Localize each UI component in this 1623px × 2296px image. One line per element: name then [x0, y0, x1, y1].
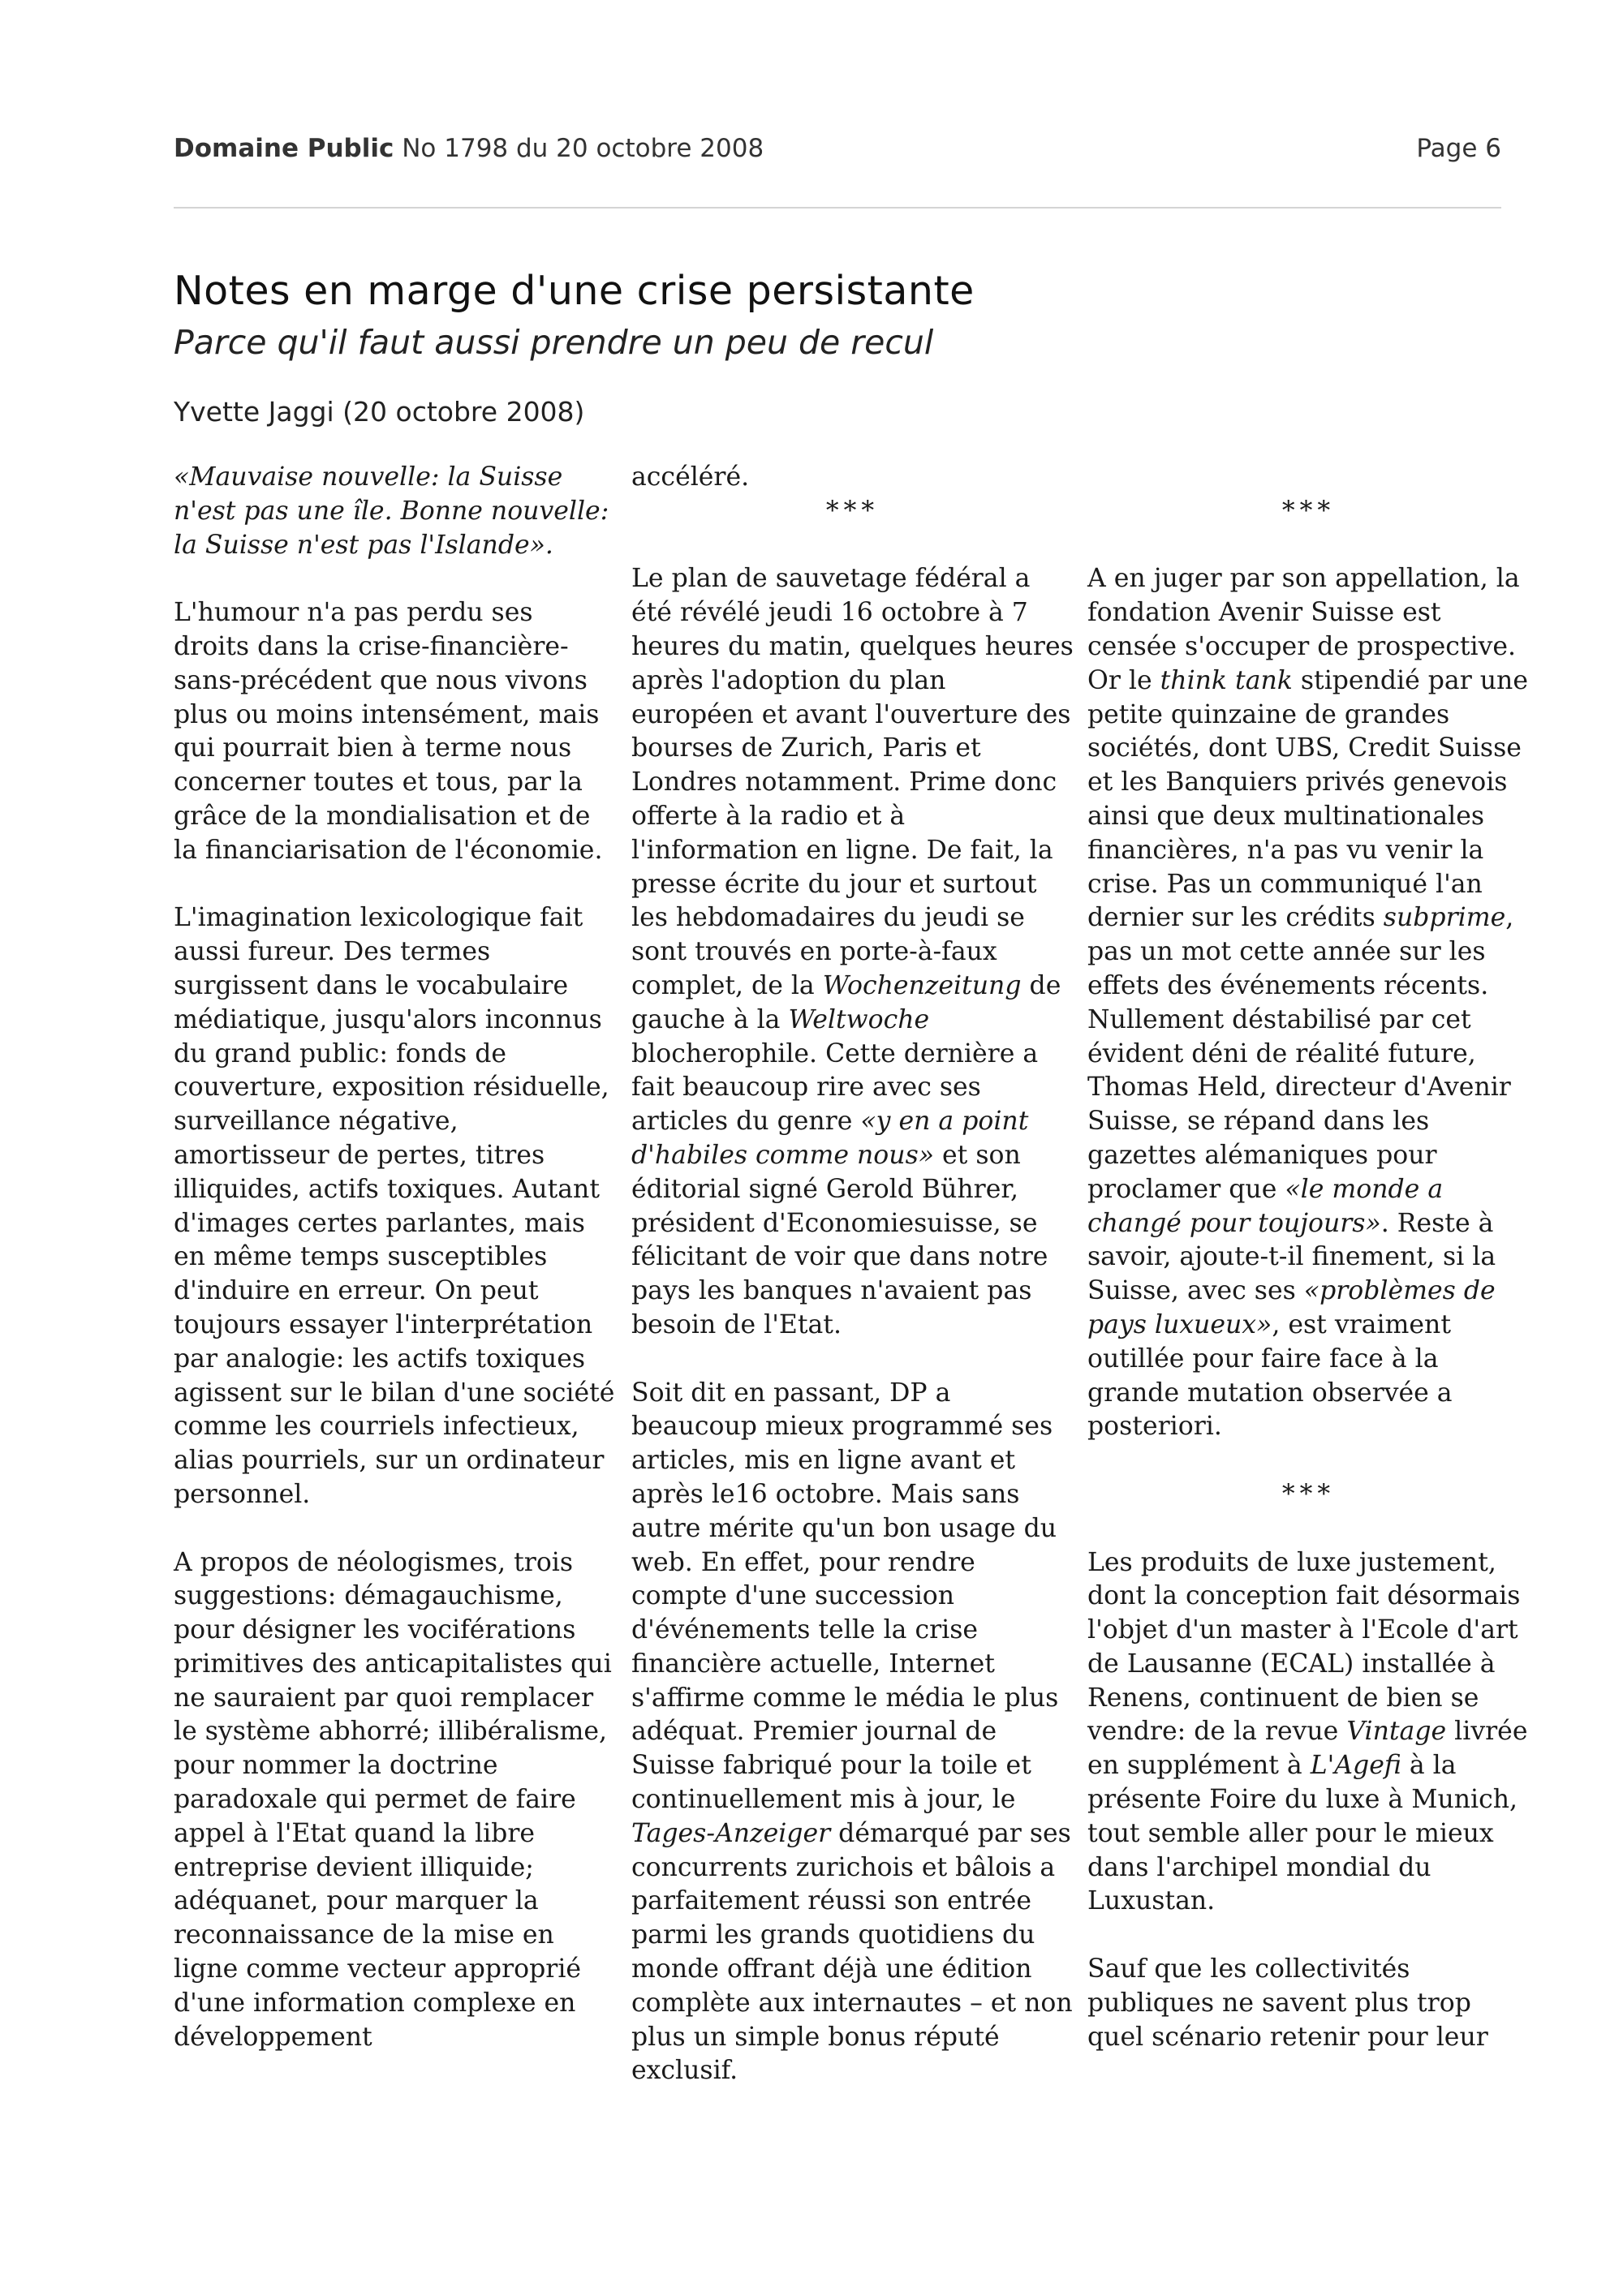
text-column-1	[174, 461, 616, 2088]
paragraph: accéléré.	[631, 462, 750, 492]
text-column-2	[631, 461, 1074, 2122]
article-title: Notes en marge d'une crise persistante	[174, 268, 975, 314]
paragraph: Sauf que les collectivités publiques ne savent plus trop quel scénario retenir pour leur	[1087, 1954, 1488, 2052]
column-spacer	[1087, 461, 1530, 495]
header-divider	[174, 207, 1501, 209]
article-subtitle: Parce qu'il faut aussi prendre un peu de recul	[174, 323, 934, 362]
paragraph: Soit dit en passant, DP a beaucoup mieux programmé ses articles, mis en ligne avant et après le16 octobre. Mais sans autre mérite qu'un bon usage du web. En effet, pour rendre compte d'une succession d'événements telle la crise financière actuelle, Internet s'affirme comme le média le plus adéquat. Premier journal de Suisse fabriqué pour la toile et continuellement mis à jour, le Tages-Anzeiger démarqué par ses concurrents zurichois et bâlois a parfaitement réussi son entrée parmi les grands quotidiens du monde offrant déjà une édition complète aux internautes – et non plus un simple bonus réputé exclusif.	[631, 1378, 1073, 2086]
paragraph: L'imagination lexicologique fait aussi fureur. Des termes surgissent dans le vocabulaire médiatique, jusqu'alors inconnus du grand public: fonds de couverture, exposition résiduelle, surveillance négative, amortisseur de pertes, titres illiquides, actifs toxiques. Autant d'images certes parlantes, mais en même temps susceptibles d'induire en erreur. On peut toujours essayer l'interprétation par analogie: les actifs toxiques agissent sur le bilan d'une société comme les courriels infectieux, alias pourriels, sur un ordinateur personnel.	[174, 903, 615, 1509]
text-column-3	[1087, 461, 1530, 2088]
paragraph: Le plan de sauvetage fédéral a été révélé jeudi 16 octobre à 7 heures du matin, quelques heures après l'adoption du plan européen et avant l'ouverture des bourses de Zurich, Paris et Londres notamment. Prime donc offerte à la radio et à l'information en ligne. De fait, la presse écrite du jour et surtout les hebdomadaires du jeudi se sont trouvés en porte-à-faux complet, de la Wochenzeitung de gauche à la Weltwoche blocherophile. Cette dernière a fait beaucoup rire avec ses articles du genre «y en a point d'habiles comme nous» et son éditorial signé Gerold Bührer, président d'Economiesuisse, se félicitant de voir que dans notre pays les banques n'avaient pas besoin de l'Etat.	[631, 564, 1074, 1339]
section-separator: ***	[1281, 1479, 1336, 1509]
epigraph	[174, 461, 616, 562]
article-byline: Yvette Jaggi (20 octobre 2008)	[174, 396, 585, 428]
paragraph: Les produits de luxe justement, dont la conception fait désormais l'objet d'un master à l'Ecole d'art de Lausanne (ECAL) installée à Renens, continuent de bien se vendre: de la revue Vintage livrée en supplément à L'Agefi à la présente Foire du luxe à Munich, tout semble aller pour le mieux dans l'archipel mondial du Luxustan.	[1087, 1547, 1528, 1916]
section-separator: ***	[825, 496, 880, 526]
issue-info: No 1798 du 20 octobre 2008	[402, 134, 764, 163]
paragraph: A en juger par son appellation, la fondation Avenir Suisse est censée s'occuper de prospective. Or le think tank stipendié par une petite quinzaine de grandes sociétés, dont UBS, Credit Suisse et les Banquiers privés genevois ainsi que deux multinationales financières, n'a pas vu venir la crise. Pas un communiqué l'an dernier sur les crédits subprime, pas un mot cette année sur les effets des événements récents. Nullement déstabilisé par cet évident déni de réalité future, Thomas Held, directeur d'Avenir Suisse, se répand dans les gazettes alémaniques pour proclamer que «le monde a changé pour toujours». Reste à savoir, ajoute-t-il finement, si la Suisse, avec ses «problèmes de pays luxueux», est vraiment outillée pour faire face à la grande mutation observée a posteriori.	[1087, 564, 1528, 1442]
epigraph-text: «Mauvaise nouvelle: la Suisse n'est pas une île. Bonne nouvelle: la Suisse n'est pas l'Islande».	[174, 462, 609, 560]
section-separator: ***	[1281, 496, 1336, 526]
page-number: Page 6	[1416, 134, 1501, 163]
publication-name: Domaine Public	[174, 134, 394, 163]
paragraph: A propos de néologismes, trois suggestions: démagauchisme, pour désigner les vociférations primitives des anticapitalistes qui ne sauraient par quoi remplacer le système abhorré; illibéralisme, pour nommer la doctrine paradoxale qui permet de faire appel à l'Etat quand la libre entreprise devient illiquide; adéquanet, pour marquer la reconnaissance de la mise en ligne comme vecteur approprié d'une information complexe en développement	[174, 1547, 612, 2052]
paragraph: L'humour n'a pas perdu ses droits dans la crise-financière-sans-précédent que nous vivons plus ou moins intensément, mais qui pourrait bien à terme nous concerner toutes et tous, par la grâce de la mondialisation et de la financiarisation de l'économie.	[174, 598, 603, 865]
page-header	[174, 134, 1501, 170]
